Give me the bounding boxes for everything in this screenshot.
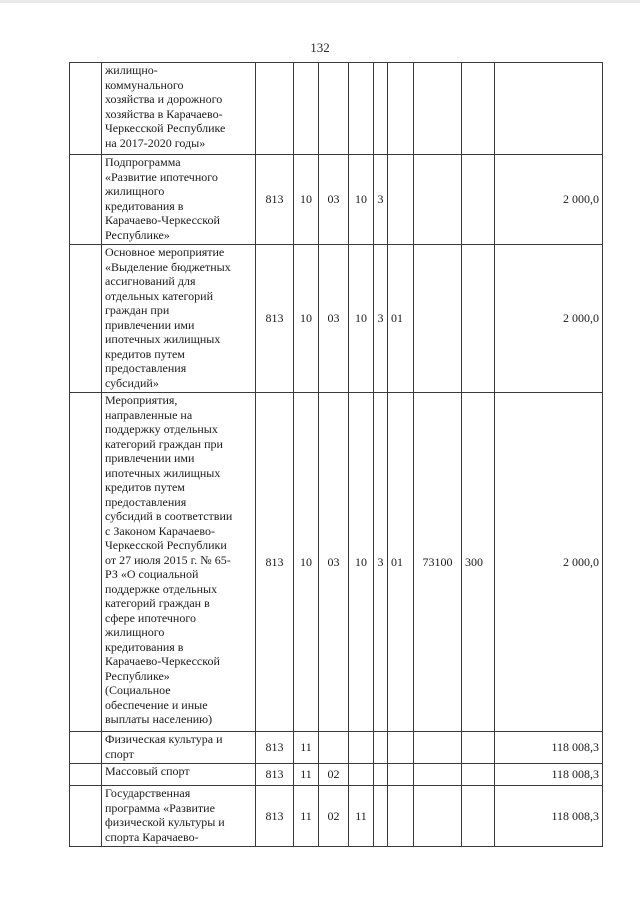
direction-code-cell [414, 245, 462, 393]
section-code-cell [294, 63, 319, 155]
row-index-cell [70, 155, 102, 245]
row-index-cell [70, 245, 102, 393]
expense-type-cell [462, 155, 495, 245]
subsection-code-cell: 03 [319, 393, 349, 732]
item-name-cell: Массовый спорт [102, 764, 256, 786]
page-top-edge [0, 0, 640, 3]
event-code-cell [388, 786, 414, 847]
table-row [70, 764, 603, 786]
table-row [70, 245, 603, 393]
program-code-cell: 10 [349, 245, 374, 393]
subsection-code-cell [319, 732, 349, 764]
table-row [70, 63, 603, 155]
direction-code-cell [414, 764, 462, 786]
subprogram-code-cell [374, 764, 388, 786]
expense-type-cell [462, 245, 495, 393]
subsection-code-cell: 03 [319, 245, 349, 393]
subprogram-code-cell [374, 732, 388, 764]
section-code-cell: 11 [294, 732, 319, 764]
page-number: 132 [310, 40, 330, 55]
subsection-code-cell: 02 [319, 764, 349, 786]
ved-code-cell: 813 [256, 732, 294, 764]
subprogram-code-cell: 3 [374, 155, 388, 245]
item-name-cell: жилищно- коммунального хозяйства и дорожного хозяйства в Карачаево- Черкесской Республике на 2017-2020 годы» [102, 63, 256, 155]
item-name-cell: Физическая культура и спорт [102, 732, 256, 764]
section-code-cell: 10 [294, 155, 319, 245]
subprogram-code-cell [374, 786, 388, 847]
direction-code-cell [414, 786, 462, 847]
ved-code-cell: 813 [256, 764, 294, 786]
ved-code-cell: 813 [256, 393, 294, 732]
amount-cell: 2 000,0 [495, 245, 603, 393]
subsection-code-cell: 02 [319, 786, 349, 847]
row-index-cell [70, 393, 102, 732]
event-code-cell: 01 [388, 245, 414, 393]
expense-type-cell [462, 63, 495, 155]
item-name-cell: Подпрограмма «Развитие ипотечного жилищного кредитования в Карачаево-Черкесской Республике» [102, 155, 256, 245]
direction-code-cell [414, 155, 462, 245]
expense-type-cell: 300 [462, 393, 495, 732]
subsection-code-cell: 03 [319, 155, 349, 245]
subprogram-code-cell: 3 [374, 245, 388, 393]
item-name-cell: Основное мероприятие «Выделение бюджетных ассигнований для отдельных категорий граждан при привлечении ими ипотечных жилищных кредитов путем предоставления субсидий» [102, 245, 256, 393]
event-code-cell [388, 732, 414, 764]
budget-table [69, 62, 603, 847]
ved-code-cell [256, 63, 294, 155]
section-code-cell: 11 [294, 764, 319, 786]
item-name-cell: Государственная программа «Развитие физической культуры и спорта Карачаево- [102, 786, 256, 847]
event-code-cell [388, 155, 414, 245]
expense-type-cell [462, 786, 495, 847]
row-index-cell [70, 63, 102, 155]
amount-cell: 2 000,0 [495, 155, 603, 245]
subsection-code-cell [319, 63, 349, 155]
amount-cell: 2 000,0 [495, 393, 603, 732]
program-code-cell [349, 63, 374, 155]
event-code-cell [388, 764, 414, 786]
amount-cell [495, 63, 603, 155]
expense-type-cell [462, 764, 495, 786]
table-row [70, 732, 603, 764]
program-code-cell [349, 732, 374, 764]
program-code-cell: 10 [349, 393, 374, 732]
row-index-cell [70, 764, 102, 786]
section-code-cell: 10 [294, 245, 319, 393]
event-code-cell [388, 63, 414, 155]
amount-cell: 118 008,3 [495, 786, 603, 847]
row-index-cell [70, 786, 102, 847]
ved-code-cell: 813 [256, 155, 294, 245]
program-code-cell [349, 764, 374, 786]
direction-code-cell [414, 63, 462, 155]
ved-code-cell: 813 [256, 245, 294, 393]
amount-cell: 118 008,3 [495, 764, 603, 786]
program-code-cell: 11 [349, 786, 374, 847]
row-index-cell [70, 732, 102, 764]
program-code-cell: 10 [349, 155, 374, 245]
direction-code-cell: 73100 [414, 393, 462, 732]
section-code-cell: 10 [294, 393, 319, 732]
section-code-cell: 11 [294, 786, 319, 847]
item-name-cell: Мероприятия, направленные на поддержку отдельных категорий граждан при привлечении ими ипотечных жилищных кредитов путем предоставления субсидий в соответствии с Законом Карачаево- Черкесской Республики от 27 июля 2015 г. № 65- РЗ «О социальной поддержке отдельных категорий граждан в сфере ипотечного жилищного кредитования в Карачаево-Черкесской Республике» (Социальное обеспечение и иные выплаты населению) [102, 393, 256, 732]
amount-cell: 118 008,3 [495, 732, 603, 764]
table-row [70, 155, 603, 245]
subprogram-code-cell: 3 [374, 393, 388, 732]
expense-type-cell [462, 732, 495, 764]
subprogram-code-cell [374, 63, 388, 155]
table-row [70, 786, 603, 847]
budget-table-body [70, 63, 603, 847]
direction-code-cell [414, 732, 462, 764]
table-row [70, 393, 603, 732]
event-code-cell: 01 [388, 393, 414, 732]
ved-code-cell: 813 [256, 786, 294, 847]
